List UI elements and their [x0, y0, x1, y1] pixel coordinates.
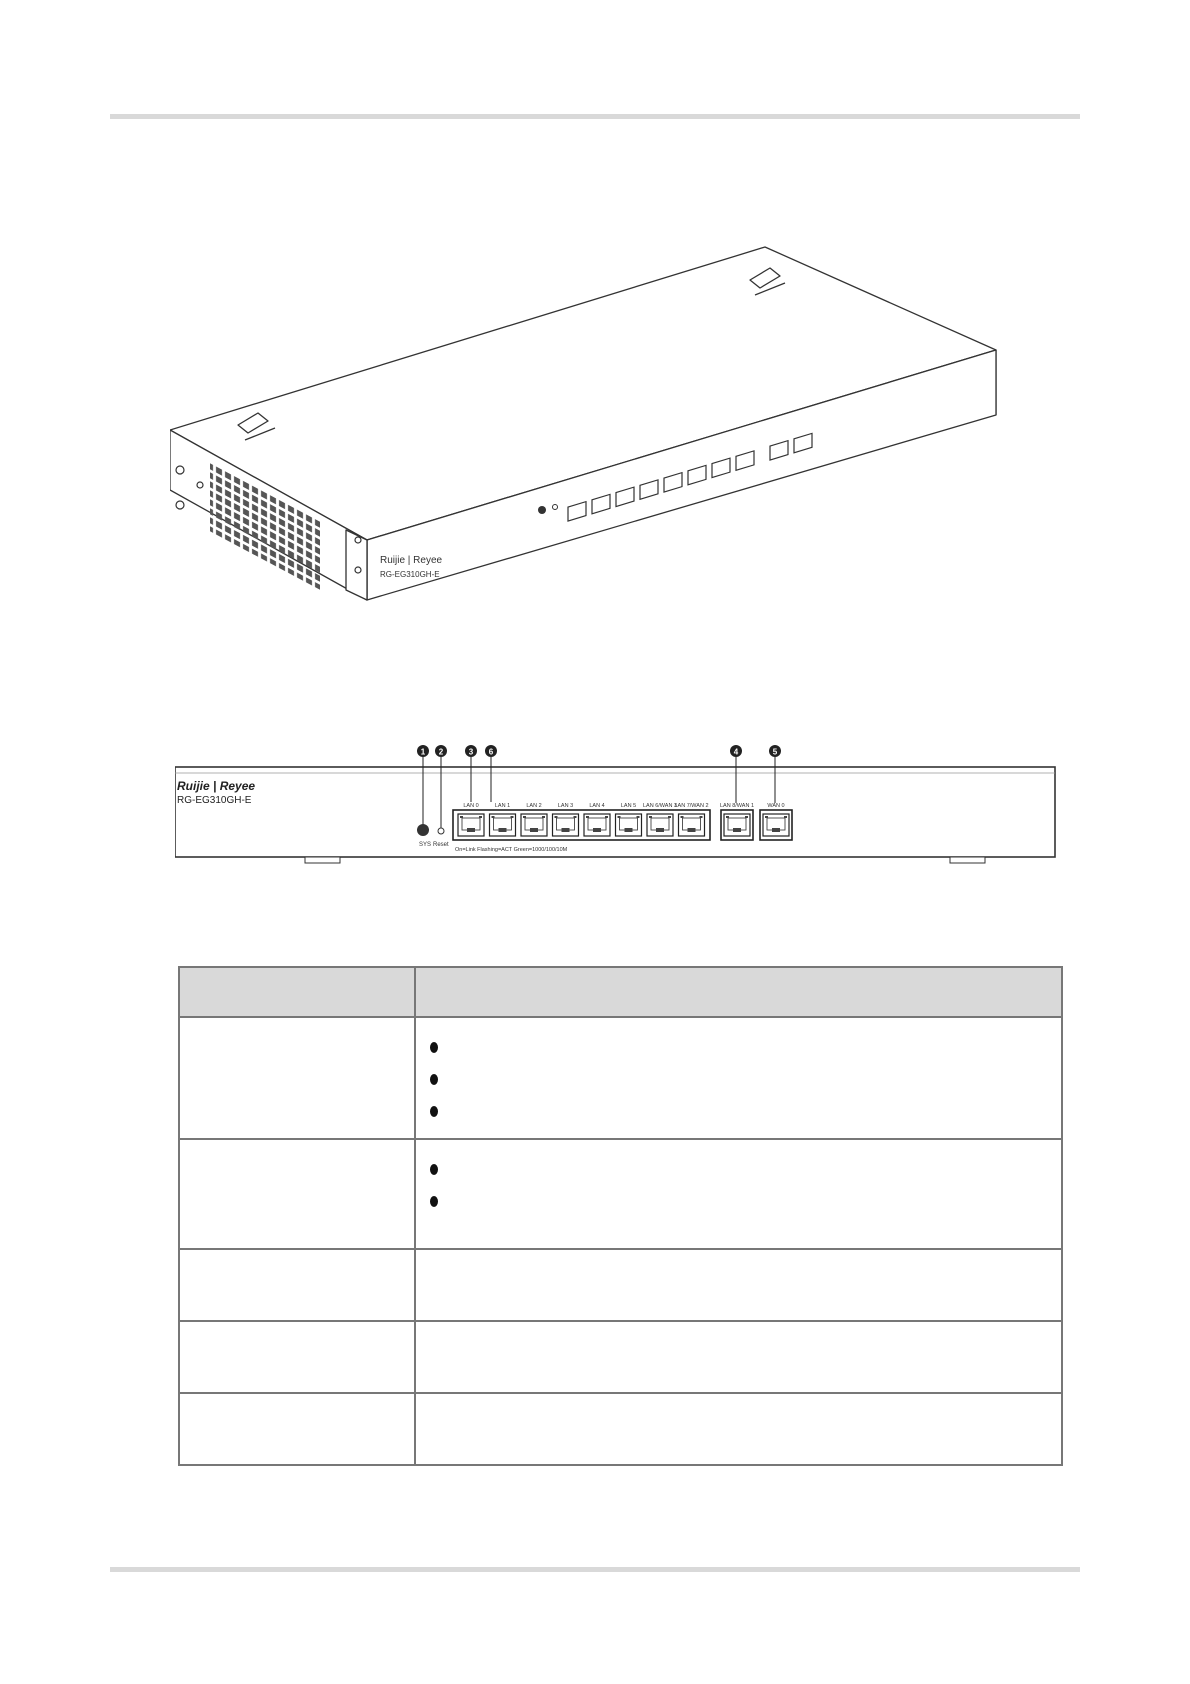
table-cell-description	[415, 1249, 1062, 1321]
table-cell-component	[179, 1139, 415, 1249]
lan-port-5	[616, 814, 642, 836]
table-cell-description	[415, 1321, 1062, 1393]
bullet-icon	[430, 1196, 438, 1207]
bullet-icon	[430, 1164, 438, 1175]
lan-port-3	[553, 814, 579, 836]
bullet-icon	[430, 1106, 438, 1117]
iso-sys-led	[538, 506, 546, 514]
lan-port-label: LAN 1	[494, 803, 511, 809]
table-header-row	[179, 967, 1062, 1017]
lan-port-label: LAN 0	[463, 803, 479, 809]
iso-brand-label: Ruijie | Reyee	[380, 555, 443, 566]
table-row	[179, 1393, 1062, 1465]
table-row	[179, 1249, 1062, 1321]
table-row	[179, 1017, 1062, 1139]
device-front-panel-illustration	[175, 740, 1070, 870]
lan-port-6	[647, 814, 673, 836]
sys-label: SYS	[419, 842, 432, 848]
table-cell-description	[415, 1139, 1062, 1249]
callout-6	[485, 745, 497, 757]
iso-model-label: RG-EG310GH-E	[380, 570, 440, 579]
callout-5	[769, 745, 781, 757]
callout-2	[435, 745, 447, 757]
header-rule	[110, 114, 1080, 119]
reset-label: Reset	[433, 842, 449, 848]
svg-text:6: 6	[488, 747, 494, 757]
table-cell-description	[415, 1017, 1062, 1139]
device-isometric-illustration	[170, 245, 1080, 655]
table-row	[179, 1321, 1062, 1393]
lan-port-2	[521, 814, 547, 836]
callout-1	[417, 745, 429, 757]
port-led-legend: On=Link Flashing=ACT Green=1000/100/10M	[455, 847, 568, 853]
callout-markers	[417, 745, 781, 757]
table-cell-description	[415, 1393, 1062, 1465]
front-brand-logo: Ruijie | Reyee	[177, 779, 256, 793]
lan-port-label: LAN 4	[589, 803, 605, 809]
sys-led	[417, 824, 429, 836]
table-cell-component	[179, 1393, 415, 1465]
lan-port-4	[584, 814, 610, 836]
table-cell-component	[179, 1321, 415, 1393]
lan-port-1	[490, 814, 516, 836]
header-cell-2	[415, 967, 1062, 1017]
footer-rule	[110, 1567, 1080, 1572]
lan-port-7	[679, 814, 705, 836]
table-row	[179, 1139, 1062, 1249]
callout-4	[730, 745, 742, 757]
table-cell-component	[179, 1249, 415, 1321]
callout-3	[465, 745, 477, 757]
svg-text:5: 5	[772, 747, 778, 757]
lan-port-label: LAN 5	[620, 803, 637, 809]
svg-text:1: 1	[420, 747, 426, 757]
svg-text:2: 2	[438, 747, 444, 757]
lan-port-label: LAN 3	[557, 803, 574, 809]
front-model-label: RG-EG310GH-E	[177, 795, 252, 806]
wan-port-label: LAN 8/WAN 1	[719, 803, 755, 809]
wan-port-0	[724, 814, 750, 836]
lan-port-label: LAN 7/WAN 2	[674, 803, 709, 809]
lan-port-0	[458, 814, 484, 836]
lan-port-label: LAN 6/WAN 3	[642, 803, 678, 809]
spec-table	[178, 966, 1063, 1466]
wan-port-1	[763, 814, 789, 836]
table-cell-component	[179, 1017, 415, 1139]
svg-text:3: 3	[468, 747, 474, 757]
header-cell-1	[179, 967, 415, 1017]
bullet-icon	[430, 1042, 438, 1053]
lan-port-label: LAN 2	[526, 803, 542, 809]
wan-port-label: WAN 0	[767, 803, 785, 809]
svg-text:4: 4	[733, 747, 739, 757]
bullet-icon	[430, 1074, 438, 1085]
